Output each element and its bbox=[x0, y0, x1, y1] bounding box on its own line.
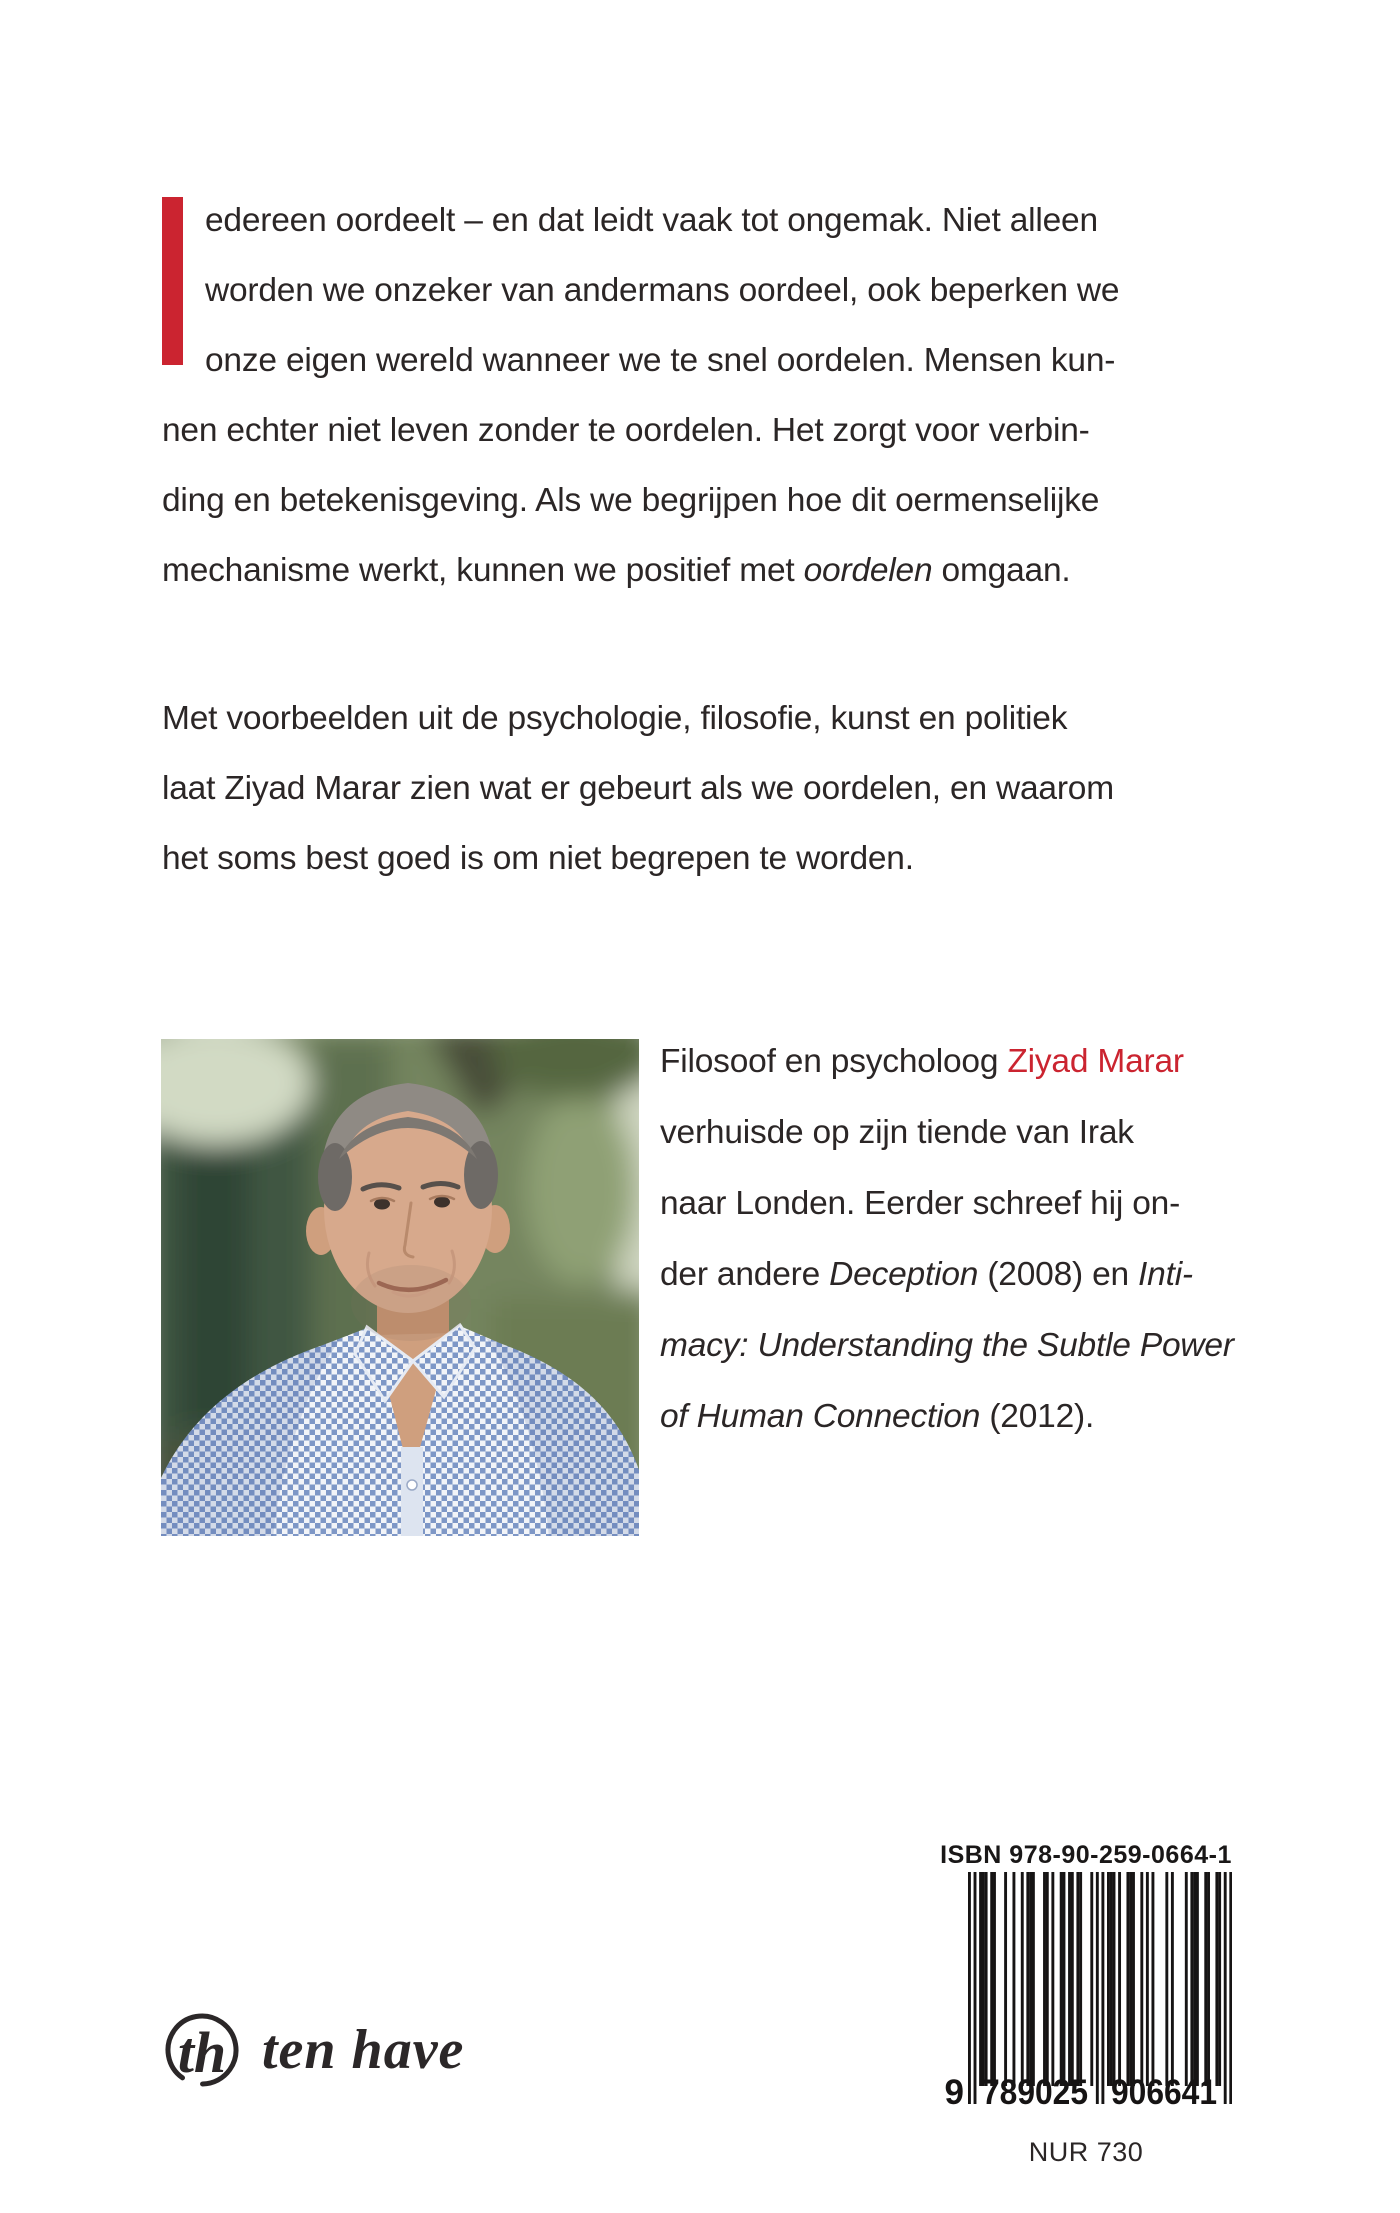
text-line bbox=[660, 1097, 1320, 1168]
text-line bbox=[660, 1239, 1320, 1310]
text-run: macy: Understanding the Subtle Power bbox=[660, 1327, 1234, 1364]
text-line bbox=[162, 754, 1262, 824]
publisher-name: ten have bbox=[262, 2019, 465, 2081]
text-run: of Human Connection bbox=[660, 1398, 981, 1435]
text-line bbox=[162, 186, 1262, 256]
isbn-label: ISBN 978-90-259-0664-1 bbox=[940, 1841, 1232, 1869]
author-bio bbox=[660, 1026, 1320, 1452]
paragraph-2 bbox=[162, 684, 1262, 894]
author-name-highlight: Ziyad Marar bbox=[1007, 1043, 1184, 1080]
shirt-button bbox=[407, 1480, 417, 1490]
text-run: Inti- bbox=[1138, 1256, 1193, 1293]
text-line bbox=[162, 684, 1262, 754]
text-run: mechanisme werkt, kunnen we positief met bbox=[162, 552, 804, 589]
publisher-monogram-icon bbox=[160, 2002, 246, 2098]
text-run: (2012). bbox=[980, 1398, 1095, 1435]
text-line bbox=[660, 1381, 1320, 1452]
monogram-text: th bbox=[177, 2020, 227, 2085]
paragraph-1 bbox=[162, 186, 1262, 606]
text-run: nen echter niet leven zonder te oordelen. Het zorgt voor verbin- bbox=[162, 412, 1090, 449]
text-run: omgaan. bbox=[932, 552, 1071, 589]
text-run: naar Londen. Eerder schreef hij on- bbox=[660, 1185, 1181, 1222]
nur-code: NUR 730 bbox=[1028, 2137, 1144, 2167]
text-run: het soms best goed is om niet begrepen te worden. bbox=[162, 840, 914, 877]
publisher-logo bbox=[160, 2002, 464, 2098]
text-run: onze eigen wereld wanneer we te snel oordelen. Mensen kun- bbox=[205, 342, 1116, 379]
text-run: laat Ziyad Marar zien wat er gebeurt als we oordelen, en waarom bbox=[162, 770, 1114, 807]
text-line bbox=[660, 1026, 1320, 1097]
text-line bbox=[660, 1310, 1320, 1381]
text-run: (2008) en bbox=[978, 1256, 1139, 1293]
text-run: der andere bbox=[660, 1256, 830, 1293]
text-line bbox=[162, 396, 1262, 466]
barcode-bars bbox=[968, 1872, 1232, 2104]
text-run: Filosoof en psycholoog bbox=[660, 1043, 1008, 1080]
text-run: edereen oordeelt – en dat leidt vaak tot ongemak. Niet alleen bbox=[205, 202, 1098, 239]
text-run: oordelen bbox=[803, 552, 933, 589]
text-line bbox=[660, 1168, 1320, 1239]
barcode-digits-left: 789025 bbox=[982, 2073, 1088, 2108]
text-run: worden we onzeker van andermans oordeel, ook beperken we bbox=[205, 272, 1120, 309]
barcode-digit-prefix: 9 bbox=[944, 2073, 964, 2108]
ean13-barcode bbox=[940, 1872, 1232, 2108]
barcode-digits-right: 906641 bbox=[1111, 2073, 1217, 2108]
text-line bbox=[162, 824, 1262, 894]
text-run: Met voorbeelden uit de psychologie, filosofie, kunst en politiek bbox=[162, 700, 1068, 737]
text-line bbox=[162, 536, 1262, 606]
text-line bbox=[162, 466, 1262, 536]
text-run: Deception bbox=[829, 1256, 979, 1293]
author-photo bbox=[161, 1039, 639, 1536]
text-line bbox=[162, 326, 1262, 396]
text-run: ding en betekenisgeving. Als we begrijpen hoe dit oermenselijke bbox=[162, 482, 1100, 519]
text-run: verhuisde op zijn tiende van Irak bbox=[660, 1114, 1134, 1151]
text-line bbox=[162, 256, 1262, 326]
